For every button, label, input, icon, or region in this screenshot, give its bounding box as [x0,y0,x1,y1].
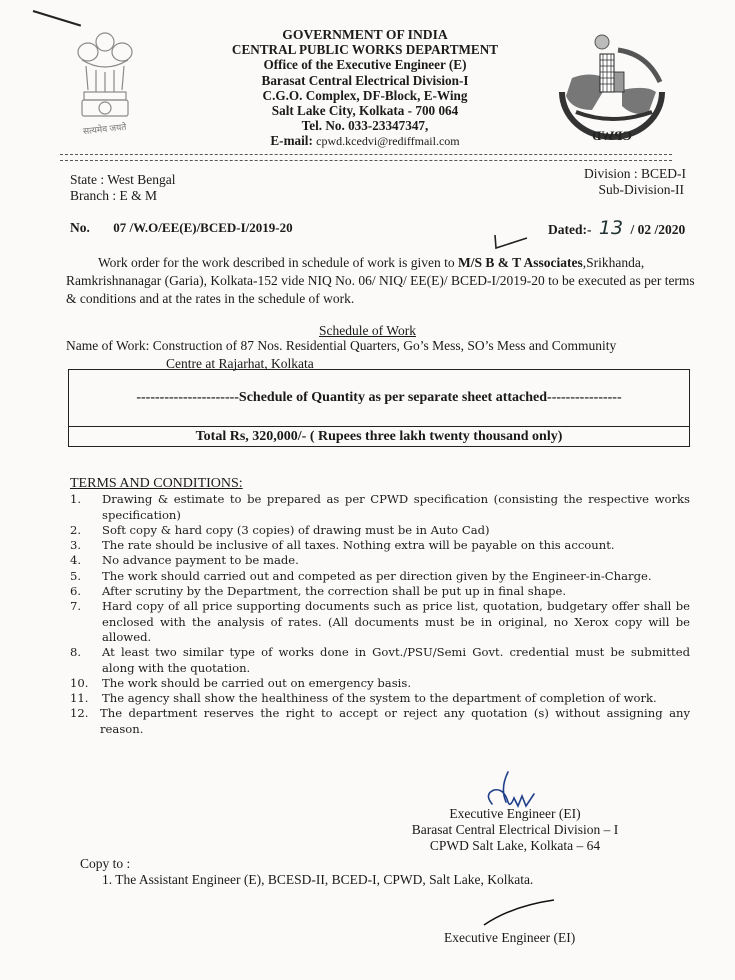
svg-text:सत्यमेव जयते: सत्यमेव जयते [82,121,127,137]
terms-and-conditions [70,476,690,737]
schedule-title: Schedule of Work [319,323,416,338]
header-line: Office of the Executive Engineer (E) [263,57,467,73]
sub-division-field: Sub-Division-II [598,182,684,197]
check-mark-icon [493,233,529,251]
signatory-address: CPWD Salt Lake, Kolkata – 64 [429,838,601,853]
term-item: 11. The agency shall show the healthiness of the system to the department of completion of work. [70,691,657,706]
pen-stroke-mark [33,10,81,27]
copy-to-label: Copy to : [80,856,131,871]
term-item: 7. Hard copy of all price supporting documents such as price list, quotation, budgetary offer shall be enclosed with the analysis of rates. (All documents must be in original, no Xerox copy will be allowed. [70,599,690,644]
schedule-note: ----------------------Schedule of Quantity as per separate sheet attached---------------- [69,370,689,427]
division-field: Division : BCED-I [583,166,686,181]
signature-block [395,806,635,854]
copy-to-item: 1. The Assistant Engineer (E), BCESD-II, BCED-I, CPWD, Salt Lake, Kolkata. [102,872,534,887]
terms-title: TERMS AND CONDITIONS: [70,476,243,491]
svg-text:CPWD: CPWD [592,128,632,143]
contractor-name: M/S B & T Associates [457,255,583,270]
header-divider [60,154,672,161]
terms-list [70,492,690,737]
header-line: CENTRAL PUBLIC WORKS DEPARTMENT [231,42,499,58]
copy-to-section [80,856,533,888]
header-line: Tel. No. 033-23347347, [301,118,429,134]
cpwd-logo-icon [552,30,672,145]
branch-field: Branch : E & M [70,188,157,203]
signatory-designation: Executive Engineer (EI) [449,806,581,821]
term-item: 12. The department reserves the right to accept or reject any quotation (s) without assigning any reason. [70,706,690,736]
date-field: Dated:- 13 / 02 /2020 [548,217,686,239]
email-link[interactable]: cpwd.kcedvi@rediffmail.com [316,134,460,149]
signatory-office: Barasat Central Electrical Division – I [411,822,619,837]
work-order-paragraph: Work order for the work described in schedule of work is given to M/S B & T Associates,Srikhanda, Ramkrishnanagar (Garia), Kolkata-152 vide NIQ No. 06/ NIQ/ EE(E)/ BCED-I/2019-20 to be executed as per terms & conditions and at the rates in the schedule of work. [66,255,695,306]
national-emblem-icon [60,28,150,140]
handwritten-day: 13 [598,217,624,239]
header-line: GOVERNMENT OF INDIA [282,27,448,42]
initial-stroke-icon [482,898,557,928]
term-item: 4. No advance payment to be made. [70,553,299,568]
header-email: E-mail: cpwd.kcedvi@rediffmail.com [270,133,460,149]
name-of-work: Name of Work: Construction of 87 Nos. Residential Quarters, Go’s Mess, SO’s Mess and Community Centre at Rajarhat, Kolkata [66,338,617,371]
term-item: 2. Soft copy & hard copy (3 copies) of drawing must be in Auto Cad) [70,522,490,537]
state-field: State : West Bengal [70,172,176,187]
header-line: Salt Lake City, Kolkata - 700 064 [271,103,459,119]
term-item: 10. The work should be carried out on emergency basis. [70,675,412,690]
term-item: 8. At least two similar type of works done in Govt./PSU/Semi Govt. credential must be submitted along with the quotation. [70,645,690,675]
meta-left [70,172,176,204]
copy-signatory: Executive Engineer (EI) [444,930,576,945]
total-amount: Total Rs, 320,000/- ( Rupees three lakh twenty thousand only) [195,428,563,444]
meta-right [576,166,686,198]
letterhead [200,27,530,150]
term-item: 1. Drawing & estimate to be prepared as per CPWD specification (consisting the respective works specification) [70,492,690,522]
term-item: 6. After scrutiny by the Department, the correction shall be put up in final shape. [70,584,567,599]
header-line: Barasat Central Electrical Division-I [261,72,469,88]
term-item: 5. The work should carried out and competed as per direction given by the Engineer-in-Charge. [70,568,652,583]
schedule-table [68,369,690,447]
term-item: 3. The rate should be inclusive of all taxes. Nothing extra will be payable on this account. [70,538,615,553]
header-line: C.G.O. Complex, DF-Block, E-Wing [262,87,468,103]
reference-number: No. 07 /W.O/EE(E)/BCED-I/2019-20 [70,220,293,235]
